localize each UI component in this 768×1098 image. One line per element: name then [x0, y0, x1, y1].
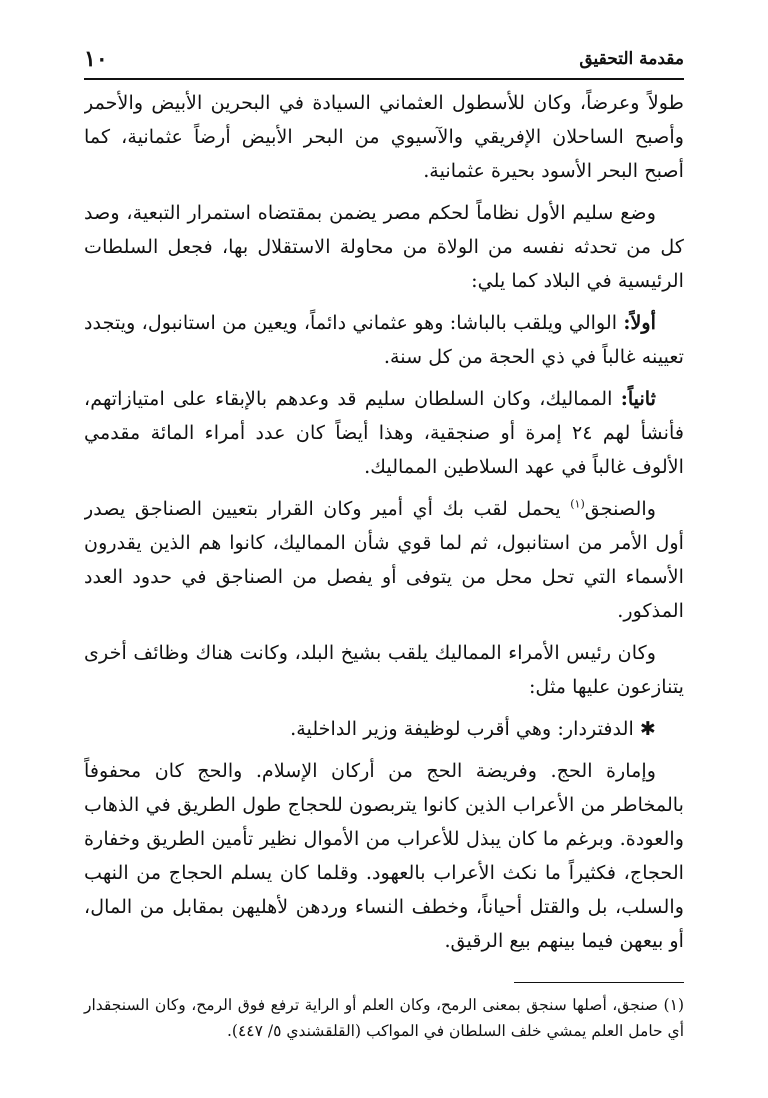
- paragraph-2-text: وضع سليم الأول نظاماً لحكم مصر يضمن بمقتضاه استمرار التبعية، وصد كل من تحدثه نفسه من الولاة من محاولة الاستقلال بها، فجعل السلطات الرئيسية في البلاد كما يلي:: [84, 201, 684, 292]
- paragraph-2: [84, 196, 684, 298]
- paragraph-second-authority: [84, 382, 684, 484]
- footnote-separator: [514, 982, 684, 983]
- paragraph-first-authority: [84, 306, 684, 374]
- paragraph-sanjak: [84, 492, 684, 628]
- hajj-text: وإمارة الحج. وفريضة الحج من أركان الإسلام. والحج كان محفوفاً بالمخاطر من الأعراب الذين كانوا يتربصون للحجاج طول الطريق في الذهاب والعودة. وبرغم ما كان يبذل للأعراب من الأموال نظير تأمين الطريق وخفارة الحجاج، فكثيراً ما نكث الأعراب بالعهود. وقلما كان يسلم الحجاج من النهب والسلب، بل والقتل أحياناً، وخطف النساء وردهن لأهليهن بمقابل من المال، أو بيعهن فيما بينهم بيع الرقيق.: [84, 759, 684, 952]
- page-header: [84, 40, 684, 80]
- first-authority-lead: أولاً:: [623, 311, 656, 334]
- footnote: [84, 992, 684, 1044]
- sanjak-text: يحمل لقب بك أي أمير وكان القرار بتعيين الصناجق يصدر أول الأمر من استانبول، ثم لما قوي شأن المماليك، كانوا هم الذين يقدرون الأسماء التي تحل محل من يتوفى أو يفصل من الصناجق في حدود العدد المذكور.: [84, 497, 684, 622]
- sheikh-al-balad-text: وكان رئيس الأمراء المماليك يلقب بشيخ البلد، وكانت هناك وظائف أخرى يتنازعون عليها مثل:: [84, 641, 684, 698]
- daftardar-text: ✱ الدفتردار: وهي أقرب لوظيفة وزير الداخلية.: [290, 717, 656, 740]
- paragraph-sheikh-al-balad: [84, 636, 684, 704]
- page-number: ١٠: [84, 46, 108, 72]
- page-body: [84, 86, 684, 966]
- paragraph-1-text: طولاً وعرضاً، وكان للأسطول العثماني السيادة في البحرين الأبيض والأحمر وأصبح الساحلان الإفريقي والآسيوي من البحر الأبيض أرضاً عثمانية، كما أصبح البحر الأسود بحيرة عثمانية.: [84, 91, 684, 182]
- footnote-text: (١) صنجق، أصلها سنجق بمعنى الرمح، وكان العلم أو الراية ترفع فوق الرمح، وكان السنجقدار أي حامل العلم يمشي خلف السلطان في المواكب (القلقشندي ٥/ ٤٤٧).: [84, 996, 684, 1040]
- paragraph-daftardar: [84, 712, 684, 746]
- first-authority-text: الوالي ويلقب بالباشا: وهو عثماني دائماً، ويعين من استانبول، ويتجدد تعيينه غالباً في ذي الحجة من كل سنة.: [84, 311, 684, 368]
- second-authority-text: المماليك، وكان السلطان سليم قد وعدهم بالإبقاء على امتيازاتهم، فأنشأ لهم ٢٤ إمرة أو صنجقية، وهذا أيضاً كان عدد أمراء المائة مقدمي الألوف غالباً في عهد السلاطين المماليك.: [84, 387, 684, 478]
- footnote-marker: (١): [570, 497, 585, 511]
- second-authority-lead: ثانياً:: [620, 387, 656, 410]
- running-title: مقدمة التحقيق: [579, 49, 684, 69]
- paragraph-hajj: [84, 754, 684, 958]
- sanjak-term: والصنجق: [584, 497, 656, 520]
- paragraph-1: [84, 86, 684, 188]
